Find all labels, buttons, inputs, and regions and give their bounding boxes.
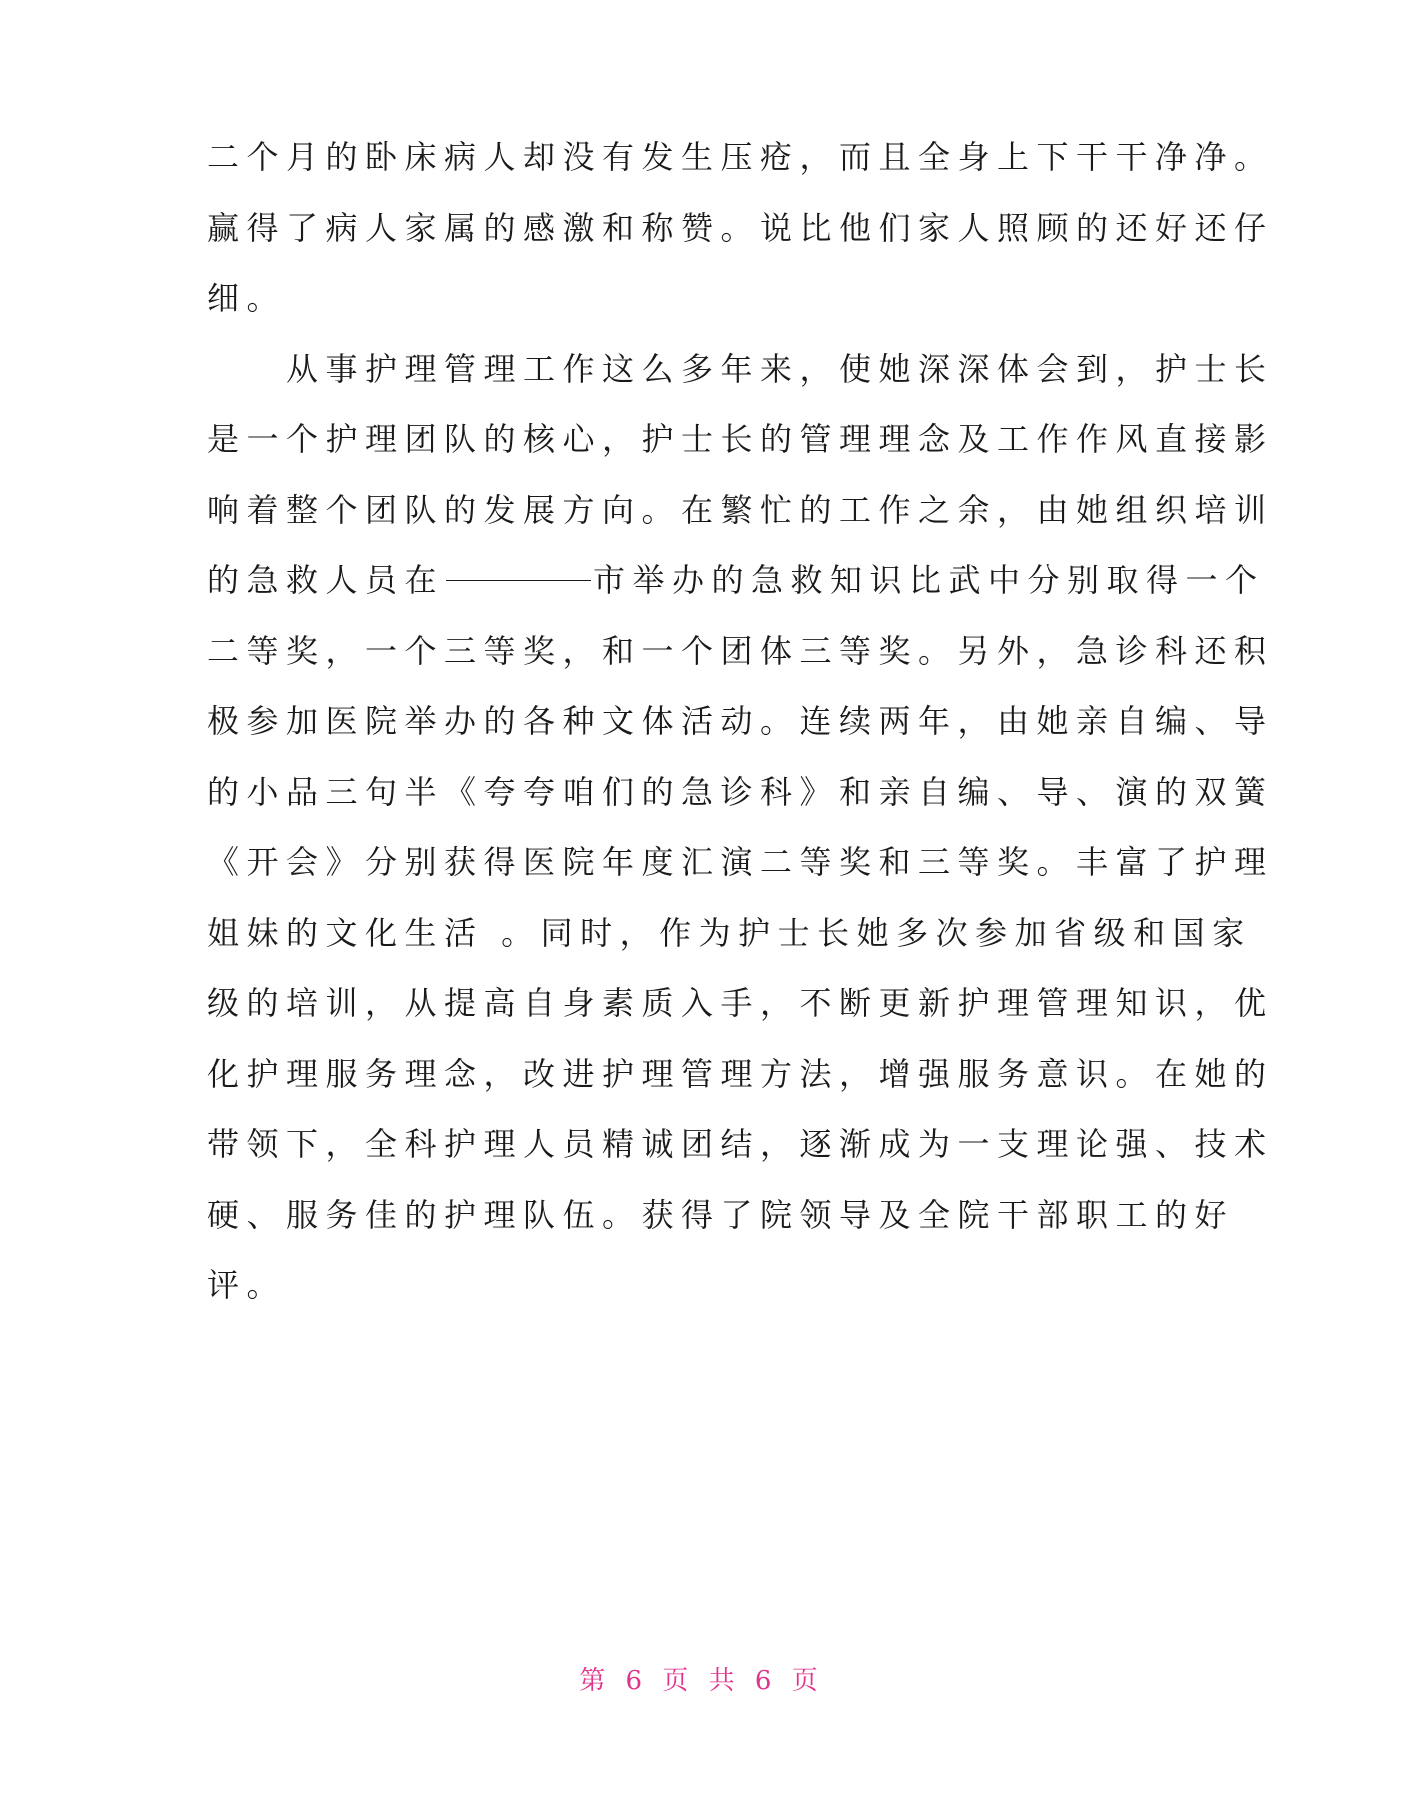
body-text <box>207 122 1274 1321</box>
text-line: 的小品三句半《夸夸咱们的急诊科》和亲自编、导、演的双簧 <box>207 772 1274 811</box>
text-line: 二个月的卧床病人却没有发生压疮，而且全身上下干干净净。 <box>207 138 1274 176</box>
text-line-with-blank <box>207 545 1265 616</box>
text-line: 姐妹的文化生活 。同时，作为护士长她多次参加省级和国家 <box>207 913 1252 952</box>
text-line: 二等奖，一个三等奖，和一个团体三等奖。另外，急诊科还积 <box>207 631 1274 670</box>
text-line: 赢得了病人家属的感激和称赞。说比他们家人照顾的还好还仔 <box>207 208 1274 247</box>
text-line: 细。 <box>207 279 287 317</box>
text-line: 《开会》分别获得医院年度汇演二等奖和三等奖。丰富了护理 <box>207 843 1274 881</box>
text-line: 级的培训，从提高自身素质入手，不断更新护理管理知识，优 <box>207 984 1274 1022</box>
page-number-footer: 第 6 页 共 6 页 <box>579 1666 824 1696</box>
text-line: 极参加医院举办的各种文体活动。连续两年，由她亲自编、导 <box>207 702 1274 740</box>
text-line: 响着整个团队的发展方向。在繁忙的工作之余，由她组织培训 <box>207 490 1274 529</box>
text-line: 硬、服务佳的护理队伍。获得了院领导及全院干部职工的好 <box>207 1195 1235 1234</box>
text-line: 评。 <box>207 1266 287 1304</box>
blank-line-before: 的急救人员在 <box>207 561 445 599</box>
fill-in-blank <box>446 576 591 581</box>
text-line: 化护理服务理念，改进护理管理方法，增强服务意识。在她的 <box>207 1054 1274 1093</box>
text-line: 带领下，全科护理人员精诚团结，逐渐成为一支理论强、技术 <box>207 1125 1274 1163</box>
text-line: 从事护理管理工作这么多年来，使她深深体会到，护士长 <box>207 349 1274 388</box>
blank-line-after: 市举办的急救知识比武中分别取得一个 <box>593 561 1265 599</box>
text-line: 是一个护理团队的核心，护士长的管理理念及工作作风直接影 <box>207 420 1274 458</box>
